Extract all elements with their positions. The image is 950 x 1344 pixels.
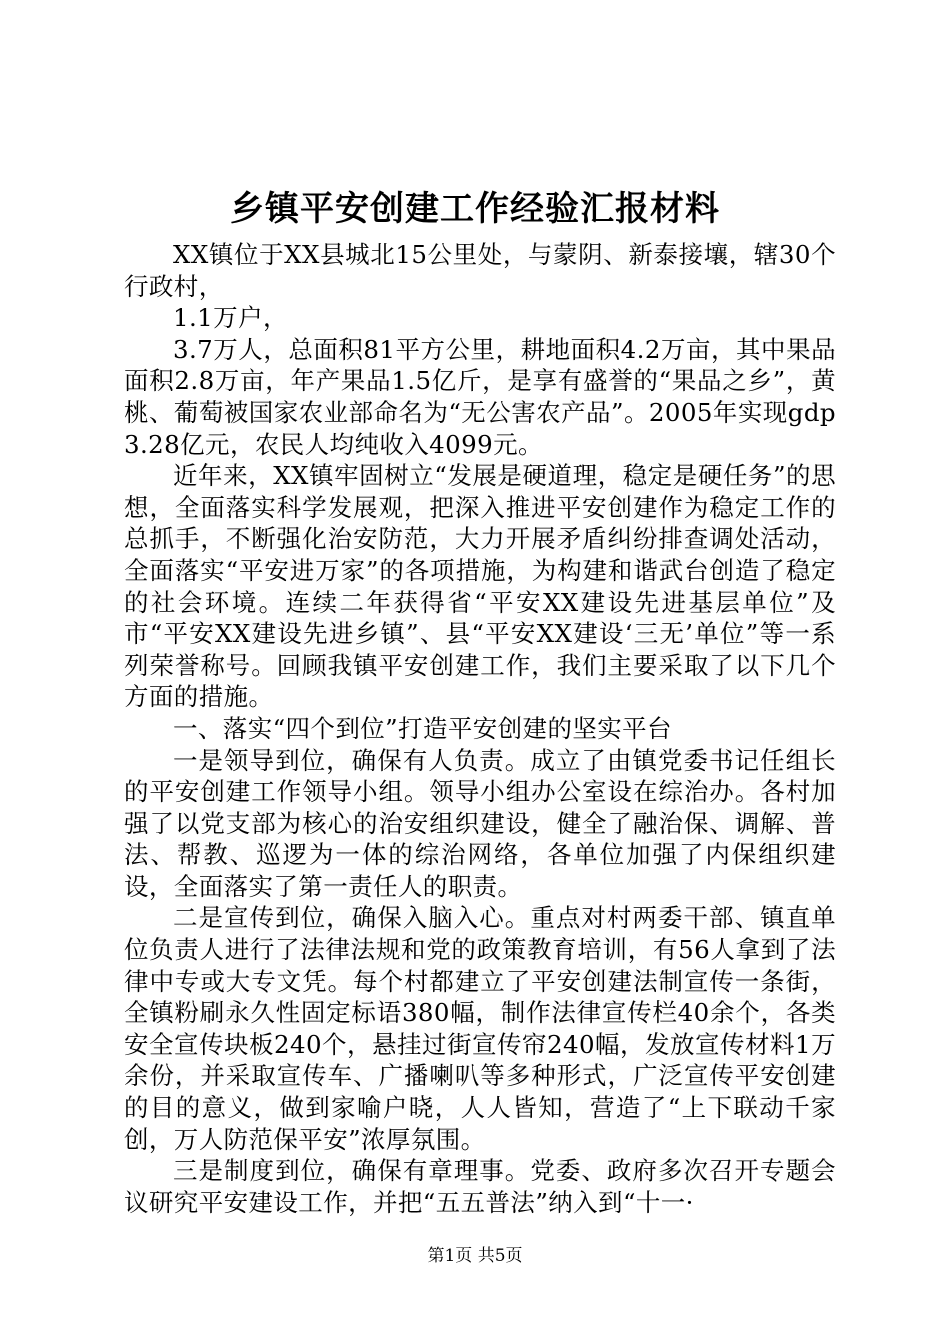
paragraph-population: 3.7万人，总面积81平方公里，耕地面积4.2万亩，其中果品面积2.8万亩，年产果品1.5亿斤，是享有盛誉的“果品之乡”，黄桃、葡萄被国家农业部命名为“无公害农产品”。2005年实现gdp3.28亿元，农民人均纯收入4099元。 xyxy=(124,334,836,459)
page-indicator: 第1页 共5页 xyxy=(427,1246,523,1266)
paragraph-publicity: 二是宣传到位，确保入脑入心。重点对村两委干部、镇直单位负责人进行了法律法规和党的政策教育培训，有56人拿到了法律中专或大专文凭。每个村都建立了平安创建法制宣传一条街，全镇粉刷永久性固定标语380幅，制作法律宣传栏40余个，各类安全宣传块板240个，悬挂过街宣传帘240幅，发放宣传材料1万余份，并采取宣传车、广播喇叭等多种形式，广泛宣传平安创建的目的意义，做到家喻户晓，人人皆知，营造了“上下联动千家创，万人防范保平安”浓厚氛围。 xyxy=(124,903,836,1154)
document-title: 乡镇平安创建工作经验汇报材料 xyxy=(230,189,720,229)
document-body xyxy=(124,239,836,1218)
paragraph-recent-years: 近年来，XX镇牢固树立“发展是硬道理，稳定是硬任务”的思想，全面落实科学发展观，把深入推进平安创建作为稳定工作的总抓手，不断强化治安防范，大力开展矛盾纠纷排查调处活动，全面落实“平安进万家”的各项措施，为构建和谐武台创造了稳定的社会环境。连续二年获得省“平安XX建设先进基层单位”及市“平安XX建设先进乡镇”、县“平安XX建设‘三无’单位”等一系列荣誉称号。回顾我镇平安创建工作，我们主要采取了以下几个方面的措施。 xyxy=(124,461,836,712)
section-heading-1: 一、落实“四个到位”打造平安创建的坚实平台 xyxy=(173,713,672,743)
paragraph-institutions: 三是制度到位，确保有章理事。党委、政府多次召开专题会议研究平安建设工作，并把“五五普法”纳入到“十一· xyxy=(124,1156,836,1217)
paragraph-intro: XX镇位于XX县城北15公里处，与蒙阴、新泰接壤，辖30个行政村， xyxy=(124,240,836,301)
paragraph-households: 1.1万户， xyxy=(173,303,288,333)
paragraph-leadership: 一是领导到位，确保有人负责。成立了由镇党委书记任组长的平安创建工作领导小组。领导小组办公室设在综治办。各村加强了以党支部为核心的治安组织建设，健全了融治保、调解、普法、帮教、巡逻为一体的综治网络，各单位加强了内保组织建设，全面落实了第一责任人的职责。 xyxy=(124,745,836,901)
